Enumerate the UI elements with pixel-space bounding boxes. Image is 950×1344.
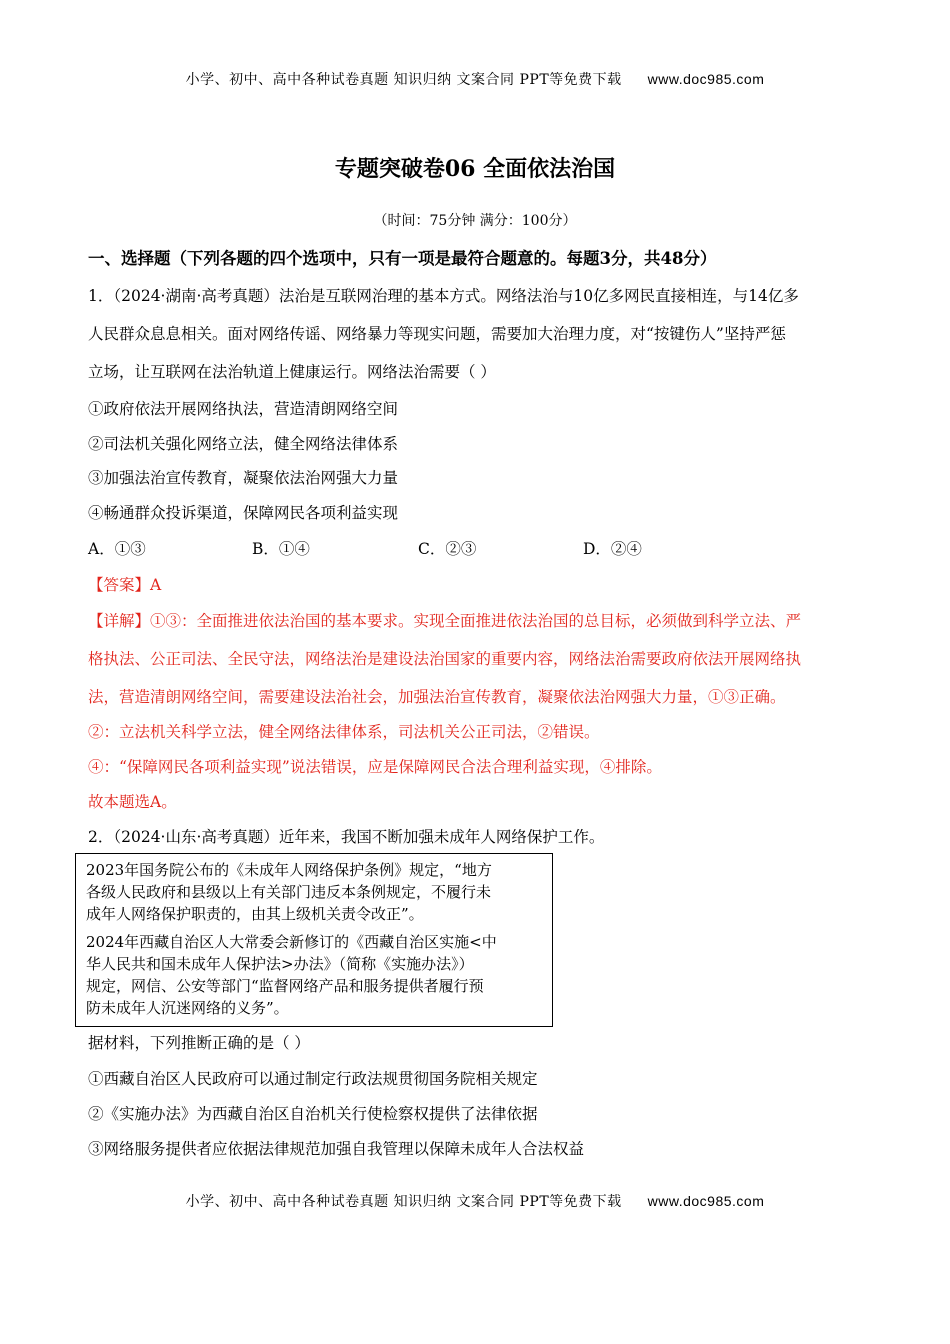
material-line: 防未成年人沉迷网络的义务”。 [86,999,289,1017]
material-line: 规定，网信、公安等部门“监督网络产品和服务提供者履行预 [86,977,484,995]
page-footer [0,1191,950,1211]
q2-prompt: 据材料，下列推断正确的是（ ） [88,1034,310,1052]
q1-item: ③加强法治宣传教育，凝聚依法治网强大力量 [88,469,399,487]
page-title: 专题突破卷06 全面依法治国 [334,156,616,182]
q2-item: ②《实施办法》为西藏自治区自治机关行使检察权提供了法律依据 [88,1105,538,1123]
section-heading: 一、选择题（下列各题的四个选项中，只有一项是最符合题意的。每题3分，共48分） [88,249,717,268]
q1-option-a[interactable]: A．①③ [88,540,146,558]
q1-option-d[interactable]: D．②④ [583,540,642,558]
q1-option-c[interactable]: C．②③ [418,540,477,558]
material-paragraph [86,931,542,1019]
q1-explanation-line: 法，营造清朗网络空间，需要建设法治社会，加强法治宣传教育，凝聚依法治网强大力量，①③正确。 [88,688,786,706]
q1-item: ①政府依法开展网络执法，营造清朗网络空间 [88,400,399,418]
q1-explanation-line: 故本题选A。 [88,793,177,811]
q1-explanation-line: 【详解】①③：全面推进依法治国的基本要求。实现全面推进依法治国的总目标，必须做到科学立法、严 [88,612,802,630]
q1-item: ②司法机关强化网络立法，健全网络法律体系 [88,435,399,453]
material-line: 华人民共和国未成年人保护法>办法》（简称《实施办法》） [86,955,474,973]
q1-answer: 【答案】A [88,576,162,594]
q1-stem-line: 1．（2024·湖南·高考真题）法治是互联网治理的基本方式。网络法治与10亿多网民直接相连，与14亿多 [88,287,799,305]
material-line: 各级人民政府和县级以上有关部门违反本条例规定，不履行未 [86,883,492,901]
exam-info: （时间：75分钟 满分：100分） [373,213,577,229]
q1-stem-line: 立场，让互联网在法治轨道上健康运行。网络法治需要（ ） [88,363,496,381]
q2-item: ③网络服务提供者应依据法律规范加强自我管理以保障未成年人合法权益 [88,1140,585,1158]
material-line: 成年人网络保护职责的，由其上级机关责令改正”。 [86,905,424,923]
footer-site-link[interactable]: www.doc985.com [647,1193,765,1209]
q1-explanation-line: 格执法、公正司法、全民守法，网络法治是建设法治国家的重要内容，网络法治需要政府依法开展网络执 [88,650,802,668]
material-line: 2024年西藏自治区人大常委会新修订的《西藏自治区实施<中 [86,933,497,951]
material-line: 2023年国务院公布的《未成年人网络保护条例》规定，“地方 [86,861,492,879]
q2-item: ①西藏自治区人民政府可以通过制定行政法规贯彻国务院相关规定 [88,1070,538,1088]
q1-option-b[interactable]: B．①④ [252,540,310,558]
footer-text: 小学、初中、高中各种试卷真题 知识归纳 文案合同 PPT等免费下载 [185,1194,622,1210]
q1-stem-line: 人民群众息息相关。面对网络传谣、网络暴力等现实问题，需要加大治理力度，对“按键伤人”坚持严惩 [88,325,786,343]
q2-stem: 2．（2024·山东·高考真题）近年来，我国不断加强未成年人网络保护工作。 [88,828,605,846]
page-header [0,69,950,89]
q2-material-box [75,853,553,1027]
header-text: 小学、初中、高中各种试卷真题 知识归纳 文案合同 PPT等免费下载 [185,72,622,88]
q1-explanation-line: ②：立法机关科学立法，健全网络法律体系，司法机关公正司法，②错误。 [88,723,600,741]
q1-explanation-line: ④：“保障网民各项利益实现”说法错误，应是保障网民合法合理利益实现，④排除。 [88,758,662,776]
header-site-link[interactable]: www.doc985.com [647,71,765,87]
q1-item: ④畅通群众投诉渠道，保障网民各项利益实现 [88,504,399,522]
material-paragraph [86,859,542,925]
